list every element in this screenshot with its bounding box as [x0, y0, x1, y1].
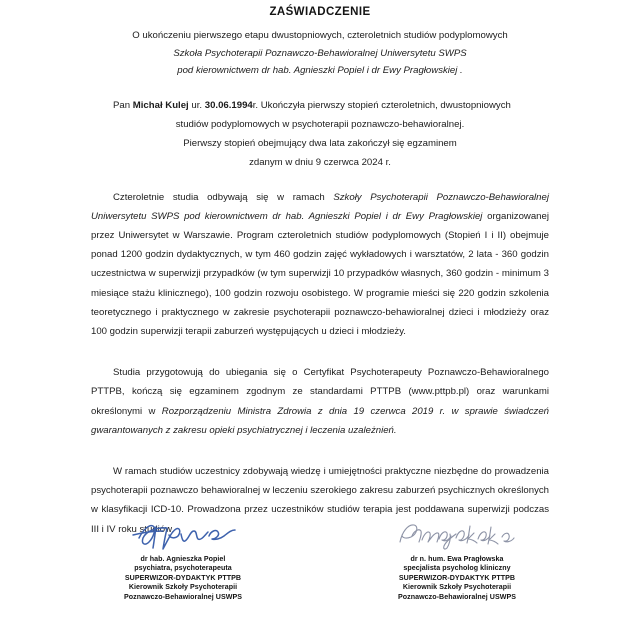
- recipient-line-3: Pierwszy stopień obejmujący dwa lata zakończył się egzaminem: [183, 137, 457, 149]
- recipient-line-2: studiów podyplomowych w psychoterapii poznawczo-behawioralnej.: [175, 118, 465, 130]
- recipient-line-1: [0, 96, 640, 115]
- popiel-signature: [72, 518, 294, 552]
- praglowska-caption-line-2: specjalista psycholog kliniczny: [403, 564, 511, 573]
- signature-block-praglowska: [346, 518, 568, 602]
- popiel-caption-line-3: SUPERWIZOR-DYDAKTYK PTTPB: [124, 573, 242, 582]
- body-text-area: [91, 172, 549, 539]
- praglowska-caption-line-4: Kierownik Szkoły Psychoterapii: [402, 583, 512, 592]
- paragraph-certification: [91, 363, 549, 440]
- intro-line-3: pod kierownictwem dr hab. Agnieszki Popiel i dr Ewy Pragłowskiej .: [177, 65, 463, 76]
- signature-block-popiel: [72, 518, 294, 602]
- recipient-line-4: zdanym w dniu 9 czerwca 2024 r.: [249, 156, 391, 168]
- signature-caption-popiel: [72, 555, 294, 602]
- popiel-caption-line-5: Poznawczo-Behawioralnej USWPS: [123, 592, 243, 601]
- signature-area: [0, 518, 640, 602]
- p1-italic-school: Szkoły Psychoterapii Poznawczo-Behawioralnej Uniwersytetu SWPS pod kierownictwem dr hab. Agnieszki Popiel i dr Ewy Pragłowskiej: [91, 191, 549, 222]
- recipient-birth-date: 30.06.1994: [204, 99, 253, 111]
- popiel-caption-line-2: psychiatra, psychoterapeuta: [134, 564, 232, 573]
- p1-segment-2: organizowanej przez Uniwersytet w Warszawie. Program czteroletnich studiów podyplomowych (Stopień I i II) obejmuje ponad 1200 godzin dydaktycznych, w tym 460 godzin zajęć wykładowych i warsztatów, 2 lata - 360 godzin uczestnictwa w superwizji przypadków (w tym superwizji 10 przypadków własnych, 360 godzin - minimum 3 miesiące stażu klinicznego), 100 godzin rozwoju osobistego. W programie mieści się 220 godzin szkolenia teoretycznego i praktycznego w zakresie psychoterapii poznawczo-behawioralnej dzieci i młodzieży oraz 100 godzin superwizji terapii zaburzeń występujących u dzieci i młodzieży.: [91, 210, 549, 337]
- signature-caption-praglowska: [346, 555, 568, 602]
- intro-line-2: Szkoła Psychoterapii Poznawczo-Behawioralnej Uniwersytetu SWPS: [173, 47, 467, 59]
- recipient-prefix: Pan: [113, 99, 133, 111]
- intro-block: [0, 27, 640, 80]
- recipient-birth-label: ur.: [188, 99, 205, 111]
- recipient-name: Michał Kulej: [132, 99, 189, 111]
- recipient-block: [0, 96, 640, 172]
- p1-segment-1: Czteroletnie studia odbywają się w ramach: [113, 191, 334, 203]
- recipient-after-date: r. Ukończyła pierwszy stopień czteroletnich, dwustopniowych: [252, 99, 511, 111]
- intro-line-1: O ukończeniu pierwszego etapu dwustopniowych, czteroletnich studiów podyplomowych: [132, 30, 508, 41]
- p2-segment-1: Studia przygotowują do ubiegania się o Certyfikat Psychoterapeuty Poznawczo-Behawioralnego PTTPB, kończą się egzaminem zgodnym ze standardami PTTPB (www.pttpb.pl) oraz warunkami określonymi w: [91, 367, 549, 417]
- p3-segment-1: W ramach studiów uczestnicy zdobywają wiedzę i umiejętności praktyczne niezbędne do prowadzenia psychoterapii poznawczo behawioralnej w leczeniu szerokiego zakresu zaburzeń psychicznych określonych w klasyfikacji ICD-10. Prowadzona przez uczestników studiów terapia jest poddawana superwizji podczas III i IV roku studiów.: [91, 465, 549, 535]
- popiel-caption-line-1: dr hab. Agnieszka Popiel: [140, 555, 226, 563]
- popiel-caption-line-4: Kierownik Szkoły Psychoterapii: [128, 583, 238, 592]
- praglowska-caption-line-1: dr n. hum. Ewa Pragłowska: [410, 555, 504, 563]
- praglowska-caption-line-3: SUPERWIZOR-DYDAKTYK PTTPB: [398, 573, 516, 582]
- p2-italic-regulation: Rozporządzeniu Ministra Zdrowia z dnia 19 czerwca 2019 r. w sprawie świadczeń gwarantowanych z zakresu opieki psychiatrycznej i leczenia uzależnień.: [91, 405, 549, 436]
- page-title: ZAŚWIADCZENIE: [269, 6, 371, 18]
- praglowska-signature: [346, 518, 568, 552]
- paragraph-studies-scope: [91, 188, 549, 342]
- praglowska-caption-line-5: Poznawczo-Behawioralnej USWPS: [397, 592, 517, 601]
